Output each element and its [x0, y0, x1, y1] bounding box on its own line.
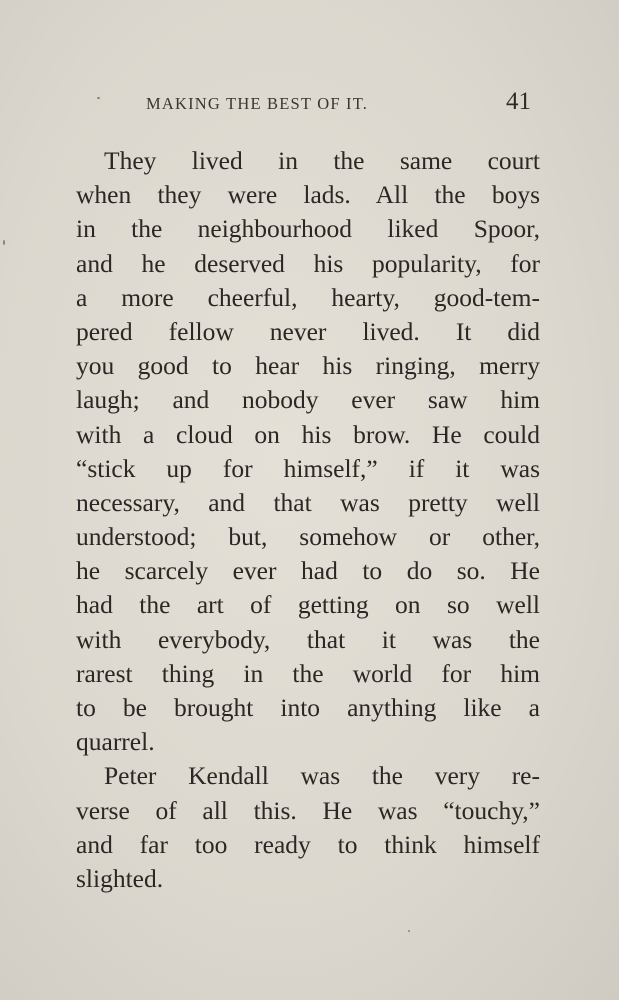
paragraph — [76, 759, 540, 896]
text-line: had the art of getting on so well — [76, 590, 540, 620]
body-text — [76, 144, 540, 896]
text-line: you good to hear his ringing, merry — [76, 351, 540, 381]
text-line: to be brought into anything like a — [76, 693, 540, 722]
text-line: slighted. — [76, 863, 164, 893]
running-title: MAKING THE BEST OF IT. — [146, 94, 369, 113]
paper-speck — [97, 97, 100, 99]
page-number: 41 — [506, 88, 531, 115]
text-line: a more cheerful, hearty, good-tem- — [76, 282, 540, 312]
text-line: with a cloud on his brow. He could — [76, 419, 540, 449]
running-head — [146, 88, 531, 122]
paragraph — [76, 144, 540, 759]
text-line: laugh; and nobody ever saw him — [76, 385, 540, 415]
text-line: in the neighbourhood liked Spoor, — [76, 214, 540, 244]
text-line: quarrel. — [76, 727, 155, 757]
text-line: Peter Kendall was the very re- — [104, 761, 540, 791]
text-line: rarest thing in the world for him — [76, 658, 540, 688]
paper-speck — [408, 930, 410, 932]
paper-speck — [3, 240, 5, 245]
text-line: when they were lads. All the boys — [76, 180, 540, 210]
text-line: verse of all this. He was “touchy,” — [76, 795, 540, 825]
text-line: with everybody, that it was the — [76, 624, 540, 654]
text-line: “stick up for himself,” if it was — [76, 453, 540, 483]
text-line: understood; but, somehow or other, — [76, 522, 540, 552]
text-line: They lived in the same court — [104, 146, 540, 175]
text-line: and far too ready to think himself — [76, 829, 540, 859]
text-line: and he deserved his popularity, for — [76, 248, 540, 278]
text-line: necessary, and that was pretty well — [76, 487, 540, 517]
text-line: pered fellow never lived. It did — [76, 316, 540, 346]
text-line: he scarcely ever had to do so. He — [76, 556, 540, 586]
